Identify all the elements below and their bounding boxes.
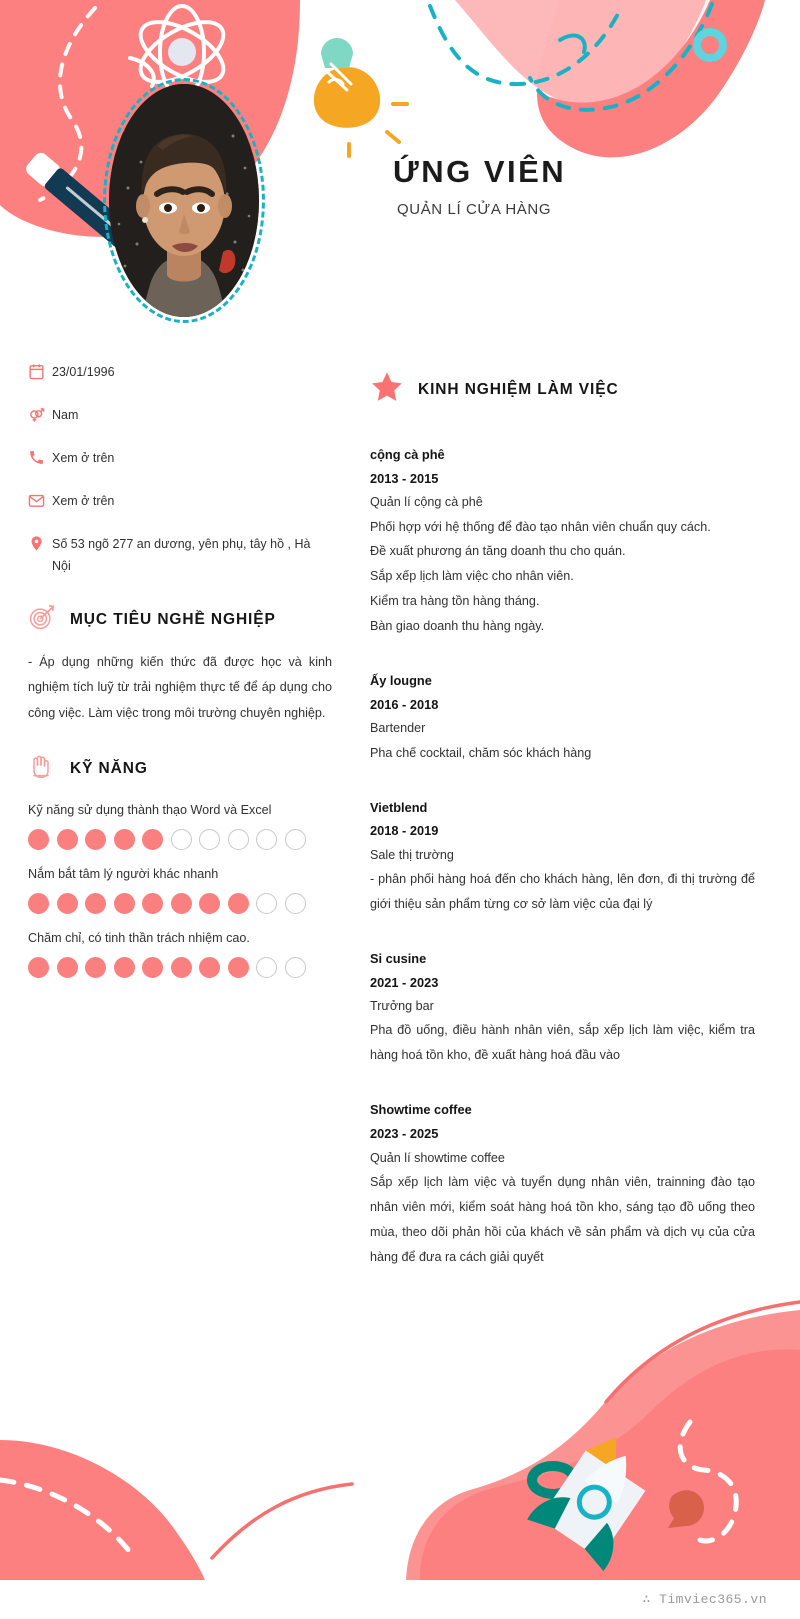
skill-dot (142, 893, 163, 914)
skill-dot (114, 829, 135, 850)
candidate-role: QUẢN LÍ CỬA HÀNG (397, 201, 552, 219)
skill-dot (228, 829, 249, 850)
footer-decoration (0, 1290, 800, 1580)
skill-label: Kỹ năng sử dụng thành thạo Word và Excel (28, 803, 272, 818)
skill-dot (256, 893, 277, 914)
job-role: Quản lí showtime coffee (370, 1150, 505, 1165)
job-description-line: Bàn giao doanh thu hàng ngày. (370, 619, 545, 634)
skill-dot (114, 893, 135, 914)
skill-dot (28, 893, 49, 914)
skill-dot (28, 829, 49, 850)
skill-label: Chăm chỉ, có tinh thần trách nhiệm cao. (28, 931, 250, 946)
sidebar-column (0, 362, 350, 1299)
contact-item-address (28, 534, 332, 577)
job-description-line: Sắp xếp lịch làm việc cho nhân viên. (370, 569, 574, 584)
job-company: Showtime coffee (370, 1102, 472, 1118)
skill-rating (28, 957, 332, 978)
job-period: 2016 - 2018 (370, 696, 439, 712)
job-role: Bartender (370, 721, 426, 736)
job-description-line: Kiểm tra hàng tồn hàng tháng. (370, 594, 540, 609)
objective-text: - Áp dụng những kiến thức đã được học và kinh nghiệm tích luỹ từ trải nghiệm thực tế để áp dụng cho công việc. Làm việc trong môi trường chuyên nghiệp. (28, 655, 332, 720)
job-description-line: Sắp xếp lịch làm việc và tuyển dụng nhân viên, trainning đào tạo nhân viên mới, kiểm soát hàng hoá tồn kho, sáng tạo đồ uống theo mùa, theo dõi phản hồi của khách về sản phẩm và dịch vụ của cửa hàng để đưa ra cách giải quyết (370, 1174, 755, 1264)
skill-dot (57, 957, 78, 978)
watermark-text: ∴ Timviec365.vn (642, 1592, 767, 1607)
lightbulb-icon (314, 38, 407, 156)
skill-dot (142, 957, 163, 978)
contact-item-phone (28, 448, 332, 471)
star-icon (370, 370, 404, 409)
experience-title: KINH NGHIỆM LÀM VIỆC (418, 380, 619, 398)
job-description-line: - phân phối hàng hoá đến cho khách hàng, lên đơn, đi thị trường để giới thiệu sản phẩm từng cơ sở làm việc của đại lý (370, 872, 755, 911)
skill-dot (85, 829, 106, 850)
skill-dot (199, 957, 220, 978)
header-banner (0, 0, 800, 352)
skill-dot (285, 893, 306, 914)
experience-column (350, 362, 800, 1299)
job-period: 2018 - 2019 (370, 823, 439, 839)
skill-dot (85, 957, 106, 978)
content-columns (0, 352, 800, 1299)
job-company: cộng cà phê (370, 447, 445, 462)
skill-item (28, 927, 332, 978)
skill-rating (28, 893, 332, 914)
ring-icon (532, 1466, 574, 1494)
job-period: 2013 - 2015 (370, 470, 439, 486)
skill-item (28, 799, 332, 850)
contact-value: Xem ở trên (52, 494, 115, 508)
experience-heading (370, 370, 755, 409)
job-description-line: Đề xuất phương án tăng doanh thu cho quán. (370, 544, 626, 559)
skill-dot (199, 893, 220, 914)
contact-item-email (28, 491, 332, 514)
skill-item (28, 863, 332, 914)
skill-dot (199, 829, 220, 850)
skill-dot (171, 829, 192, 850)
watermark-bar (0, 1580, 800, 1619)
skills-heading (28, 752, 332, 785)
skill-dot (114, 957, 135, 978)
objective-heading (28, 603, 332, 636)
skill-dot (285, 829, 306, 850)
avatar (103, 78, 265, 323)
skill-dot (28, 957, 49, 978)
page-title: ỨNG VIÊN (393, 154, 567, 189)
email-icon (28, 491, 52, 514)
contact-value: 23/01/1996 (52, 365, 115, 379)
skill-dot (228, 957, 249, 978)
job-role: Sale thị trường (370, 847, 454, 862)
location-icon (28, 534, 52, 557)
job-description-line: Phối hợp với hệ thống để đào tạo nhân viên chuẩn quy cách. (370, 519, 711, 534)
gender-icon (28, 405, 52, 428)
calendar-icon (28, 362, 52, 385)
skill-dot (142, 829, 163, 850)
skill-dot (171, 957, 192, 978)
skill-dot (256, 829, 277, 850)
skills-title: KỸ NĂNG (70, 759, 148, 777)
job-entry (370, 796, 755, 917)
rocket-icon (527, 1422, 670, 1572)
avatar-image (109, 84, 259, 317)
job-entry (370, 1098, 755, 1269)
contact-value: Số 53 ngõ 277 an dương, yên phụ, tây hồ , Hà Nội (52, 537, 311, 573)
objective-title: MỤC TIÊU NGHỀ NGHIỆP (70, 610, 276, 628)
name-block (393, 155, 566, 218)
skill-dot (171, 893, 192, 914)
job-company: Ấy lougne (370, 673, 432, 689)
job-description-line: Pha chế cocktail, chăm sóc khách hàng (370, 745, 592, 760)
job-company: Vietblend (370, 799, 428, 815)
target-icon (28, 603, 58, 636)
contact-item-birthdate (28, 362, 332, 385)
contact-value: Xem ở trên (52, 451, 115, 465)
job-list (370, 443, 755, 1269)
phone-icon (28, 448, 52, 471)
job-period: 2023 - 2025 (370, 1125, 439, 1141)
job-entry (370, 443, 755, 639)
skill-dot (228, 893, 249, 914)
skill-dot (85, 893, 106, 914)
job-description-line: Pha đồ uống, điều hành nhân viên, sắp xếp lịch làm việc, kiểm tra hàng hoá tồn kho, đề xuất hàng hoá đầu vào (370, 1023, 755, 1063)
job-entry (370, 669, 755, 765)
job-role: Quản lí cộng cà phê (370, 495, 483, 510)
job-role: Trưởng bar (370, 999, 434, 1014)
job-period: 2021 - 2023 (370, 974, 439, 990)
contact-value: Nam (52, 408, 79, 422)
job-company: Si cusine (370, 950, 427, 966)
skill-rating (28, 829, 332, 850)
contact-item-gender (28, 405, 332, 428)
skill-dot (57, 893, 78, 914)
skill-dot (285, 957, 306, 978)
hand-icon (28, 752, 58, 785)
job-entry (370, 947, 755, 1068)
skill-dot (256, 957, 277, 978)
skill-dot (57, 829, 78, 850)
skill-label: Nắm bắt tâm lý người khác nhanh (28, 867, 219, 882)
